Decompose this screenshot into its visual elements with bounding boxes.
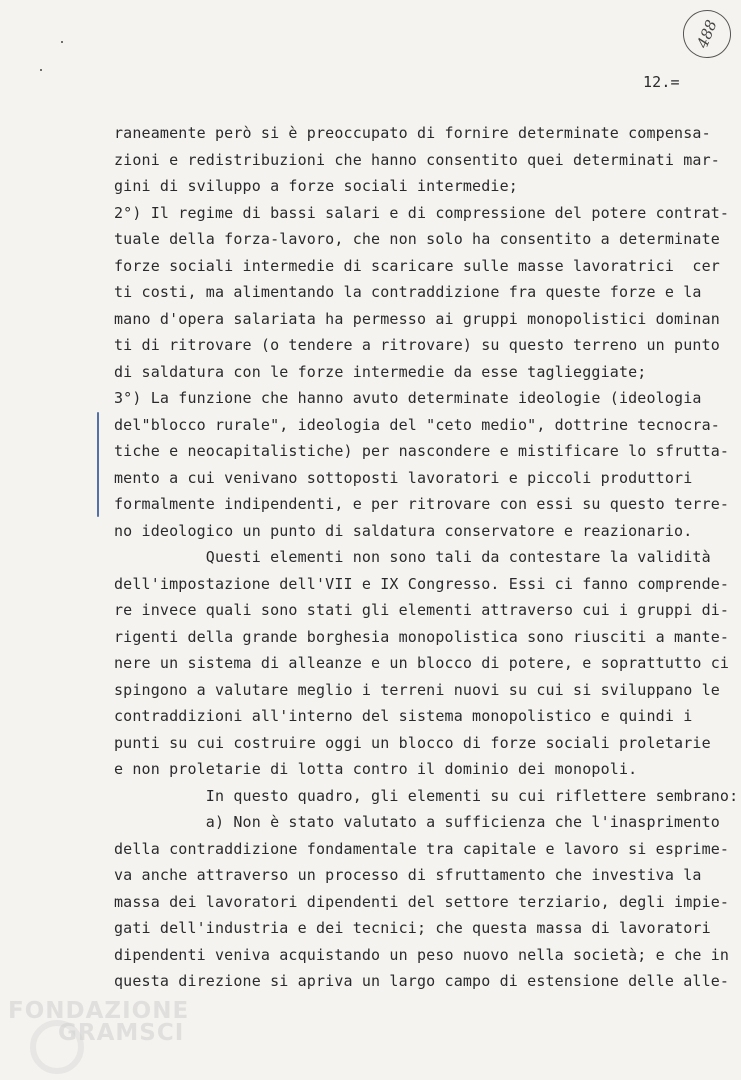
text-line: questa direzione si apriva un largo campo di estensione delle alle- [114, 972, 730, 990]
text-line: della contraddizione fondamentale tra capitale e lavoro si esprime- [114, 839, 730, 858]
folio-stamp [680, 7, 734, 61]
text-line: 2°) Il regime di bassi salari e di compressione del potere contrat- [114, 203, 730, 222]
text-line: tiche e neocapitalistiche) per nascondere e mistificare lo sfrutta- [114, 442, 730, 460]
text-line: rigenti della grande borghesia monopolistica sono riusciti a mante- [114, 627, 730, 646]
text-line: punti su cui costruire oggi un blocco di forze sociali proletarie [114, 733, 711, 752]
text-line: In questo quadro, gli elementi su cui riflettere sembrano: [114, 786, 739, 805]
watermark-line-2: GRAMSCI [58, 1020, 185, 1046]
ink-speck [40, 69, 42, 71]
text-line: ti costi, ma alimentando la contraddizione fra queste forze e la [114, 283, 702, 301]
text-line: massa dei lavoratori dipendenti del settore terziario, degli impie- [114, 892, 730, 911]
text-line: tuale della forza-lavoro, che non solo ha consentito a determinate [114, 230, 720, 248]
text-line: contraddizioni all'interno del sistema monopolistico e quindi i [114, 707, 693, 725]
text-line: mento a cui venivano sottoposti lavoratori e piccoli produttori [114, 468, 693, 487]
text-line: formalmente indipendenti, e per ritrovare con essi su questo terre- [114, 495, 730, 513]
text-line: del"blocco rurale", ideologia del "ceto medio", dottrine tecnocra- [114, 415, 720, 434]
watermark [8, 1000, 189, 1044]
ink-speck [61, 41, 63, 43]
text-line: re invece quali sono stati gli elementi attraverso cui i gruppi di- [114, 601, 730, 619]
text-line: spingono a valutare meglio i terreni nuovi su cui si sviluppano le [114, 680, 720, 699]
watermark-line-1: FONDAZIONE [8, 998, 190, 1024]
text-line: zioni e redistribuzioni che hanno consentito quei determinati mar- [114, 150, 720, 169]
text-line: no ideologico un punto di saldatura conservatore e reazionario. [114, 521, 693, 540]
text-line: raneamente però si è preoccupato di fornire determinate compensa- [114, 124, 711, 142]
text-line: 3°) La funzione che hanno avuto determinate ideologie (ideologia [114, 389, 702, 407]
text-line: mano d'opera salariata ha permesso ai gruppi monopolistici dominan [114, 309, 720, 328]
text-line: va anche attraverso un processo di sfruttamento che investiva la [114, 866, 702, 884]
text-line: a) Non è stato valutato a sufficienza che l'inasprimento [114, 813, 720, 831]
text-line: Questi elementi non sono tali da contestare la validità [114, 548, 711, 566]
margin-annotation-line [97, 412, 99, 517]
folio-number: 488 [693, 17, 721, 51]
text-line: gati dell'industria e dei tecnici; che questa massa di lavoratori [114, 919, 711, 937]
text-line: dipendenti veniva acquistando un peso nuovo nella società; e che in [114, 945, 730, 964]
text-line: gini di sviluppo a forze sociali intermedie; [114, 177, 518, 195]
text-line: dell'impostazione dell'VII e IX Congresso. Essi ci fanno comprende- [114, 574, 730, 593]
text-line: ti di ritrovare (o tendere a ritrovare) su questo terreno un punto [114, 336, 720, 354]
text-line: e non proletarie di lotta contro il dominio dei monopoli. [114, 760, 638, 778]
text-line: nere un sistema di alleanze e un blocco di potere, e soprattutto ci [114, 654, 730, 672]
text-line: di saldatura con le forze intermedie da esse taglieggiate; [114, 362, 647, 381]
page-number: 12.= [643, 73, 680, 91]
text-line: forze sociali intermedie di scaricare sulle masse lavoratrici cer [114, 256, 720, 275]
